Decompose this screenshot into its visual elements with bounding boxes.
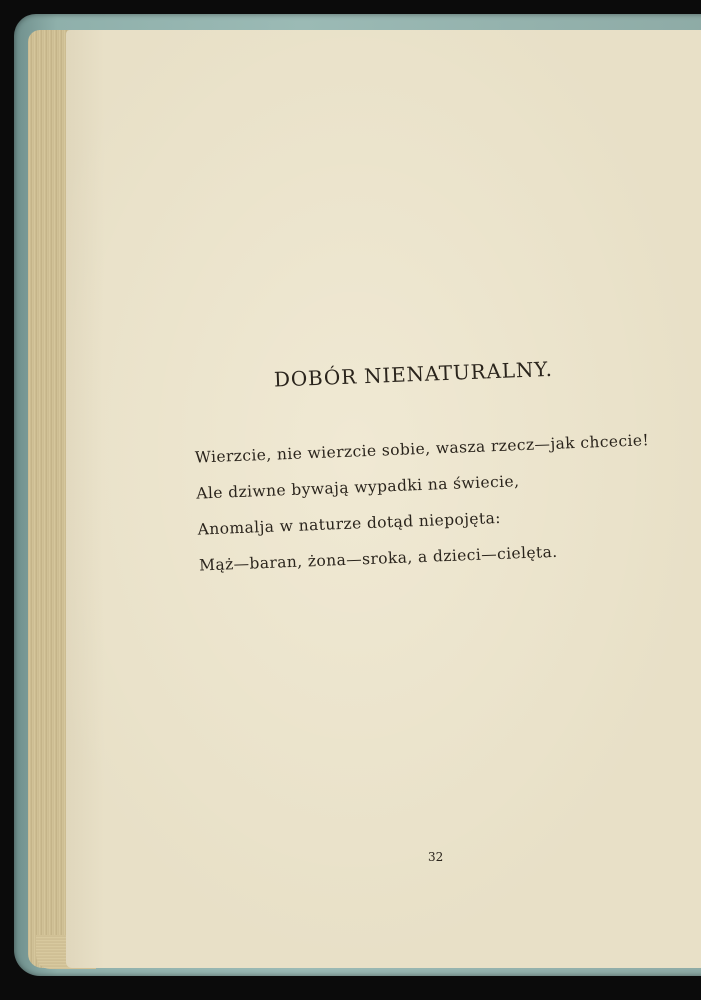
- poem-line-2: Ale dziwne bywają wypadki na świecie,: [196, 472, 520, 503]
- page-number: 32: [428, 850, 444, 864]
- poem-title: DOBÓR NIENATURALNY.: [273, 356, 554, 392]
- poem-line-4: Mąż—baran, żona—sroka, a dzieci—cielęta.: [198, 542, 558, 575]
- poem-line-3: Anomalja w naturze dotąd niepojęta:: [197, 508, 502, 539]
- poem-line-1: Wierzcie, nie wierzcie sobie, wasza rzecz—jak chcecie!: [194, 431, 650, 467]
